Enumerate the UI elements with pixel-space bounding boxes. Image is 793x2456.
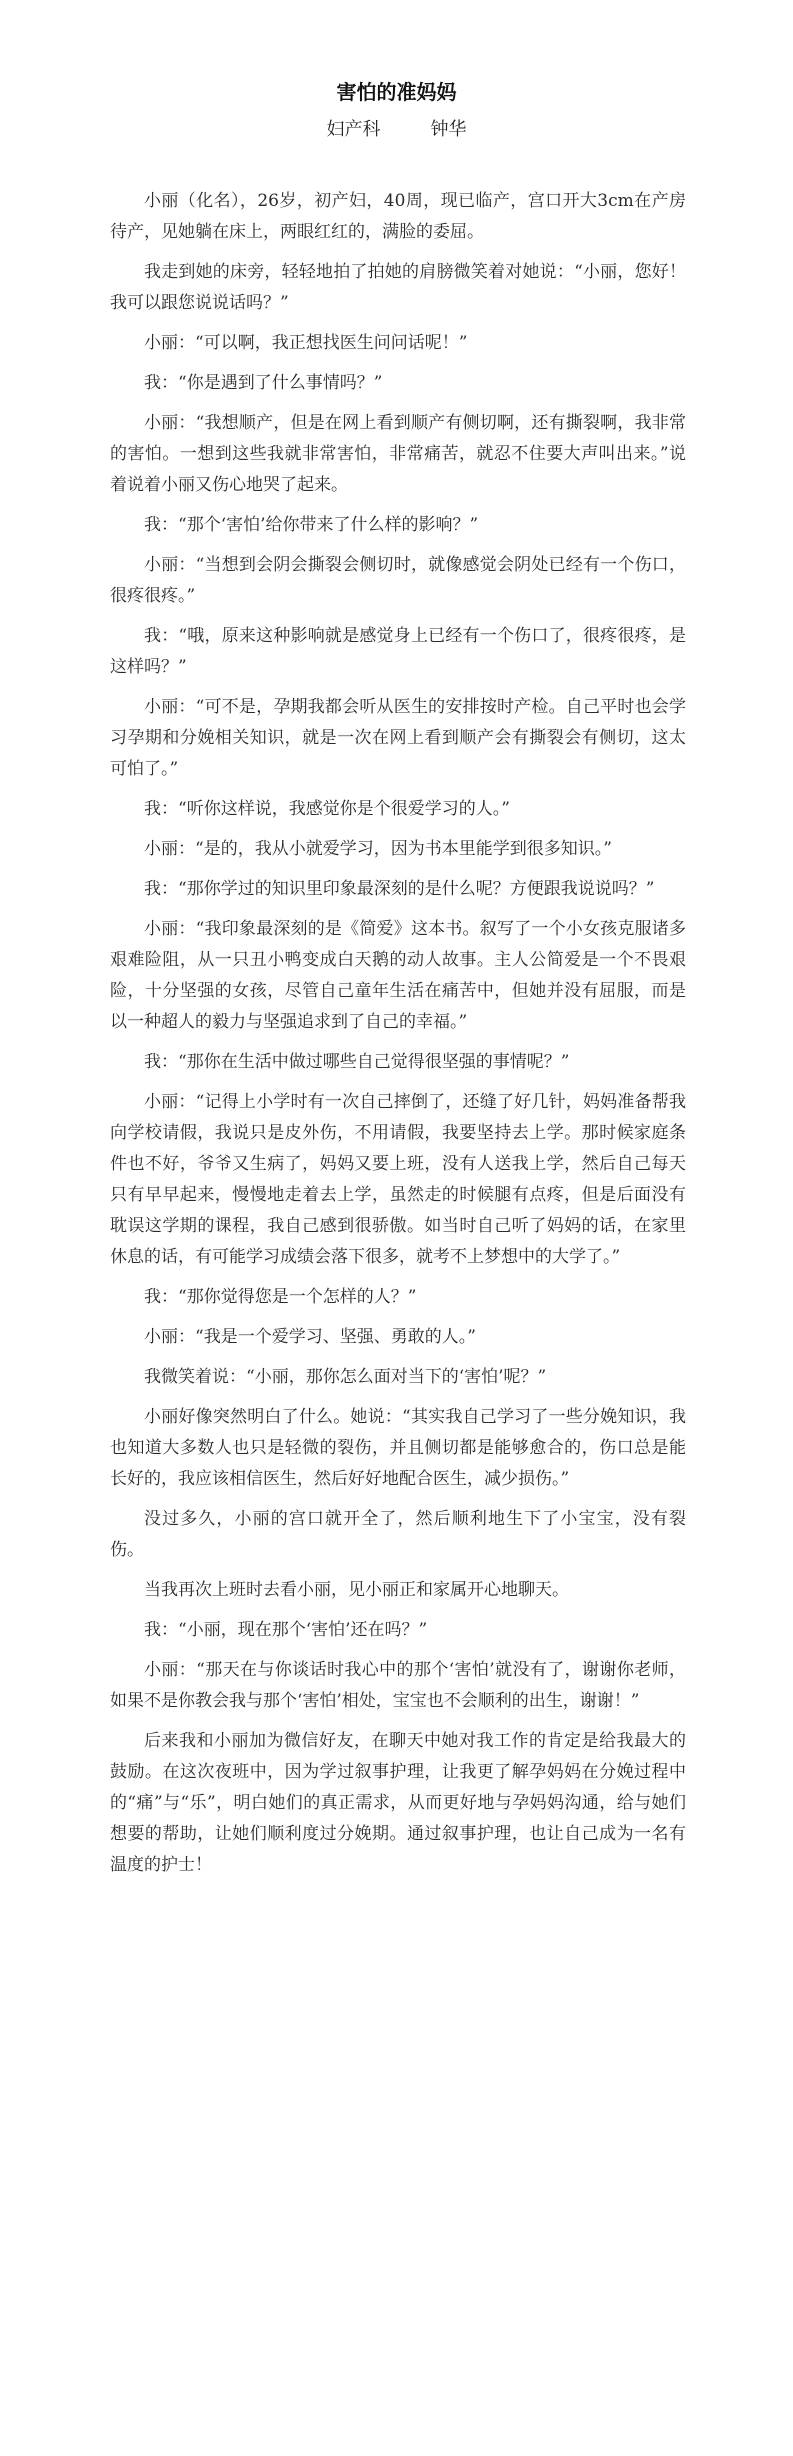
paragraph: 小丽：“可以啊，我正想找医生问问话呢！” <box>144 333 468 353</box>
paragraph: 小丽：“我是一个爱学习、坚强、勇敢的人。” <box>144 1327 476 1347</box>
paragraph: 我：“那你在生活中做过哪些自己觉得很坚强的事情呢？” <box>144 1052 570 1072</box>
paragraph: 我：“小丽，现在那个‘害怕’还在吗？” <box>144 1620 428 1640</box>
paragraph: 我走到她的床旁，轻轻地拍了拍她的肩膀微笑着对她说：“小丽，您好！我可以跟您说说话吗？” <box>110 262 686 313</box>
paragraph: 没过多久，小丽的宫口就开全了，然后顺利地生下了小宝宝，没有裂伤。 <box>110 1509 686 1560</box>
paragraph: 后来我和小丽加为微信好友，在聊天中她对我工作的肯定是给我最大的鼓励。在这次夜班中，因为学过叙事护理，让我更了解孕妈妈在分娩过程中的“痛”与“乐”，明白她们的真正需求，从而更好地与孕妈妈沟通，给与她们想要的帮助，让她们顺利度过分娩期。通过叙事护理，也让自己成为一名有温度的护士！ <box>110 1731 686 1875</box>
department-name: 妇产科 <box>326 119 381 140</box>
article-body <box>110 186 686 1890</box>
paragraph: 我：“那你觉得您是一个怎样的人？” <box>144 1287 417 1307</box>
paragraph: 小丽好像突然明白了什么。她说：“其实我自己学习了一些分娩知识，我也知道大多数人也只是轻微的裂伤，并且侧切都是能够愈合的，伤口总是能长好的，我应该相信医生，然后好好地配合医生，减少损伤。” <box>110 1407 686 1489</box>
paragraph: 我：“你是遇到了什么事情吗？” <box>144 373 383 393</box>
article-title: 害怕的准妈妈 <box>336 80 457 104</box>
paragraph: 小丽：“是的，我从小就爱学习，因为书本里能学到很多知识。” <box>144 839 612 859</box>
paragraph: 小丽：“可不是，孕期我都会听从医生的安排按时产检。自己平时也会学习孕期和分娩相关知识，就是一次在网上看到顺产会有撕裂会有侧切，这太可怕了。” <box>110 697 686 779</box>
paragraph: 小丽：“我想顺产，但是在网上看到顺产有侧切啊，还有撕裂啊，我非常的害怕。一想到这些我就非常害怕，非常痛苦，就忍不住要大声叫出来。”说着说着小丽又伤心地哭了起来。 <box>110 413 686 495</box>
byline <box>0 117 793 143</box>
paragraph: 我：“听你这样说，我感觉你是个很爱学习的人。” <box>144 799 510 819</box>
paragraph: 我：“哦，原来这种影响就是感觉身上已经有一个伤口了，很疼很疼，是这样吗？” <box>110 626 686 677</box>
paragraph: 小丽：“我印象最深刻的是《简爱》这本书。叙写了一个小女孩克服诸多艰难险阻，从一只丑小鸭变成白天鹅的动人故事。主人公简爱是一个不畏艰险，十分坚强的女孩，尽管自己童年生活在痛苦中，但她并没有屈服，而是以一种超人的毅力与坚强追求到了自己的幸福。” <box>110 919 686 1032</box>
paragraph: 小丽：“那天在与你谈话时我心中的那个‘害怕’就没有了，谢谢你老师，如果不是你教会我与那个‘害怕’相处，宝宝也不会顺利的出生，谢谢！” <box>110 1660 686 1711</box>
paragraph: 小丽：“当想到会阴会撕裂会侧切时，就像感觉会阴处已经有一个伤口，很疼很疼。” <box>110 555 686 606</box>
author-name: 钟华 <box>430 119 467 140</box>
paragraph: 小丽：“记得上小学时有一次自己摔倒了，还缝了好几针，妈妈准备帮我向学校请假，我说只是皮外伤，不用请假，我要坚持去上学。那时候家庭条件也不好，爷爷又生病了，妈妈又要上班，没有人送我上学，然后自己每天只有早早起来，慢慢地走着去上学，虽然走的时候腿有点疼，但是后面没有耽误这学期的课程，我自己感到很骄傲。如当时自己听了妈妈的话，在家里休息的话，有可能学习成绩会落下很多，就考不上梦想中的大学了。” <box>110 1092 686 1267</box>
paragraph: 我微笑着说：“小丽，那你怎么面对当下的‘害怕’呢？” <box>144 1367 547 1387</box>
paragraph: 小丽（化名），26岁，初产妇，40周，现已临产，宫口开大3cm在产房待产，见她躺在床上，两眼红红的，满脸的委屈。 <box>110 191 686 242</box>
paragraph: 我：“那个‘害怕’给你带来了什么样的影响？” <box>144 515 479 535</box>
paragraph: 当我再次上班时去看小丽，见小丽正和家属开心地聊天。 <box>144 1580 569 1600</box>
paragraph: 我：“那你学过的知识里印象最深刻的是什么呢？方便跟我说说吗？” <box>144 879 655 899</box>
